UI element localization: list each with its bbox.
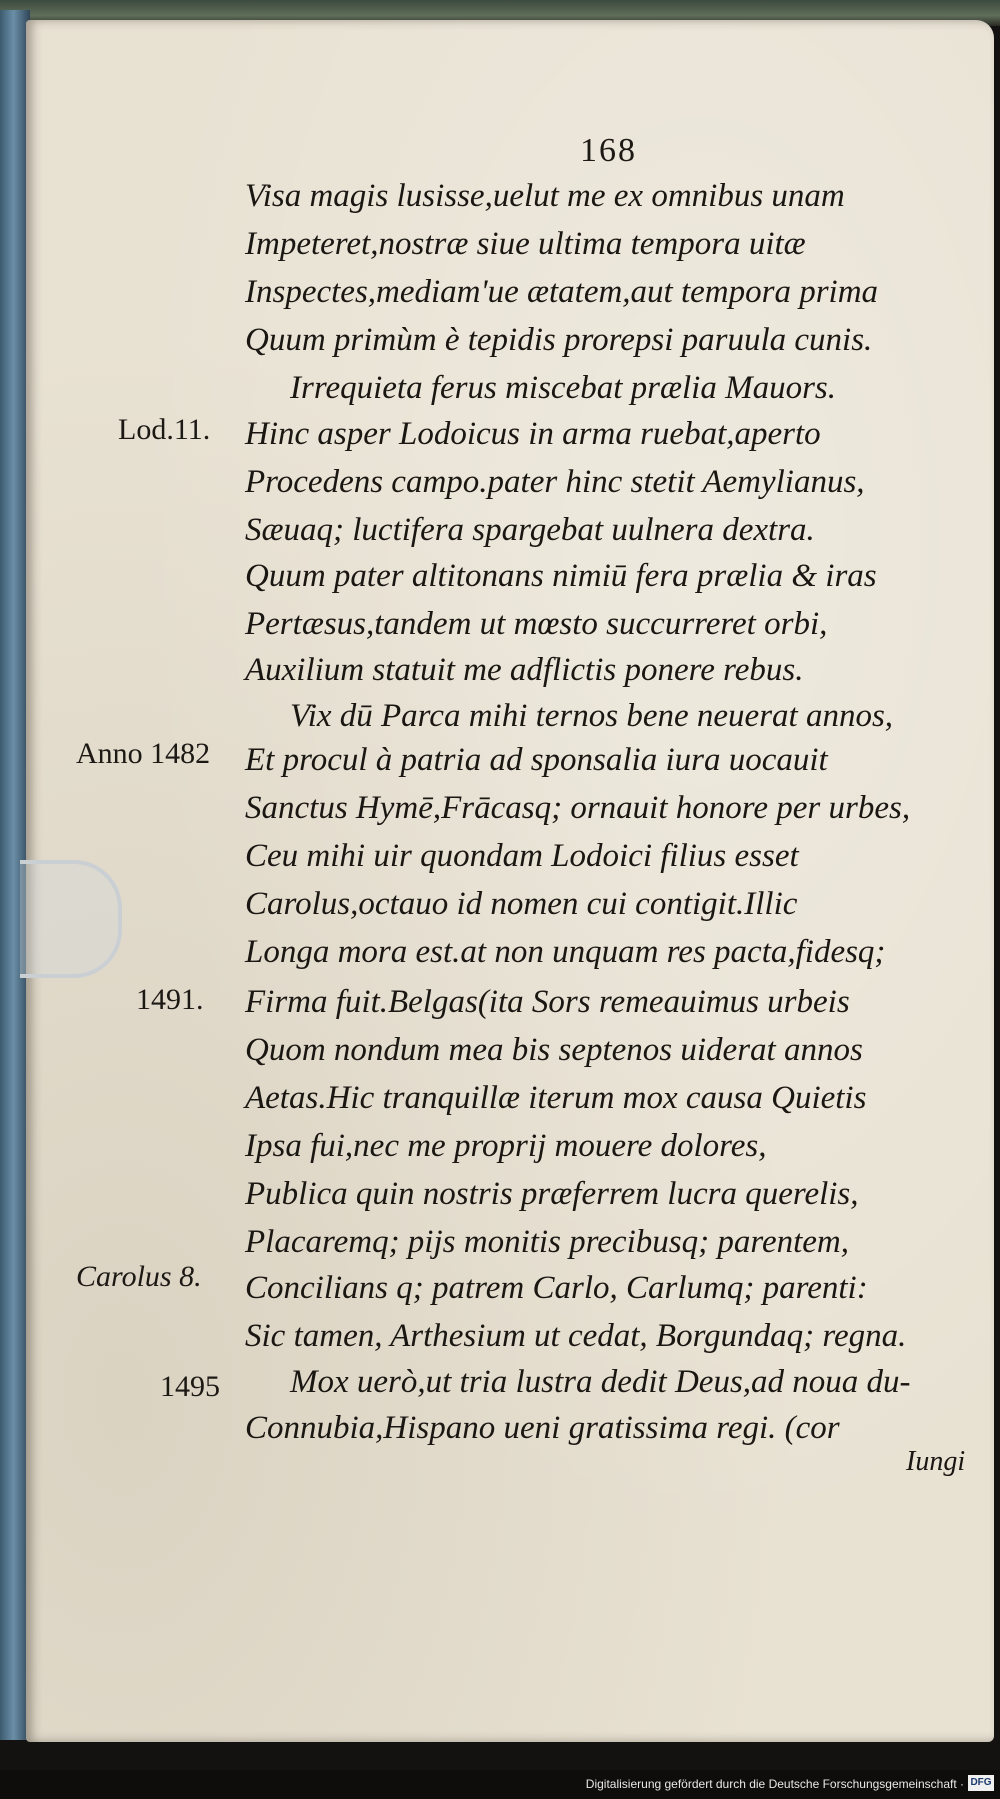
- verse-line: Firma fuit.Belgas(ita Sors remeauimus urbeis: [245, 984, 850, 1020]
- verse-line: Quum pater altitonans nimiū fera prælia & iras: [245, 558, 877, 594]
- verse-line: Et procul à patria ad sponsalia iura uocauit: [245, 742, 828, 778]
- verse-line: Quom nondum mea bis septenos uiderat annos: [245, 1032, 863, 1068]
- verse-line: Visa magis lusisse,uelut me ex omnibus unam: [245, 178, 845, 214]
- verse-line: Pertæsus,tandem ut mœsto succurreret orbi,: [245, 606, 828, 642]
- verse-line: Impeteret,nostræ siue ultima tempora uitæ: [245, 226, 806, 262]
- verse-line: Irrequieta ferus miscebat prælia Mauors.: [290, 370, 836, 406]
- verse-line: Procedens campo.pater hinc stetit Aemylianus,: [245, 464, 865, 500]
- verse-line: Ceu mihi uir quondam Lodoici filius esset: [245, 838, 799, 874]
- verse-line: Vix dū Parca mihi ternos bene neuerat annos,: [290, 698, 894, 734]
- verse-line: Quum primùm è tepidis prorepsi paruula cunis.: [245, 322, 873, 358]
- verse-line: Carolus,octauo id nomen cui contigit.Illic: [245, 886, 798, 922]
- verse-line: Sanctus Hymē,Frācasq; ornauit honore per urbes,: [245, 790, 911, 826]
- verse-line: Sic tamen, Arthesium ut cedat, Borgundaq; regna.: [245, 1318, 907, 1354]
- margin-note: Anno 1482: [76, 737, 211, 770]
- verse-line: Hinc asper Lodoicus in arma ruebat,aperto: [245, 416, 821, 452]
- dfg-logo: DFG: [968, 1775, 994, 1791]
- margin-note: Carolus 8.: [76, 1260, 202, 1293]
- verse-line: Connubia,Hispano ueni gratissima regi. (cor: [245, 1410, 840, 1446]
- verse-line: Concilians q; patrem Carlo, Carlumq; parenti:: [245, 1270, 868, 1306]
- verse-line: Longa mora est.at non unquam res pacta,fidesq;: [245, 934, 886, 970]
- verse-line: Placaremq; pijs monitis precibusq; parentem,: [245, 1224, 849, 1260]
- margin-note: 1495: [160, 1370, 220, 1403]
- catchword: Iungi: [906, 1446, 966, 1477]
- verse-line: Sæuaq; luctifera spargebat uulnera dextra.: [245, 512, 815, 548]
- margin-note: Lod.11.: [118, 413, 211, 446]
- footer-credit: Digitalisierung gefördert durch die Deutsche Forschungsgemeinschaft ·: [585, 1777, 964, 1791]
- verse-line: Ipsa fui,nec me proprij mouere dolores,: [245, 1128, 767, 1164]
- verse-line: Auxilium statuit me adflictis ponere rebus.: [245, 652, 804, 688]
- page-number: 168: [580, 132, 637, 169]
- margin-note: 1491.: [136, 983, 204, 1016]
- verse-line: Aetas.Hic tranquillæ iterum mox causa Quietis: [245, 1080, 867, 1116]
- verse-line: Publica quin nostris præferrem lucra querelis,: [245, 1176, 859, 1212]
- verse-line: Inspectes,mediam'ue ætatem,aut tempora prima: [245, 274, 879, 310]
- verse-line: Mox uerò,ut tria lustra dedit Deus,ad noua du-: [290, 1364, 911, 1400]
- page-clip: [20, 860, 122, 978]
